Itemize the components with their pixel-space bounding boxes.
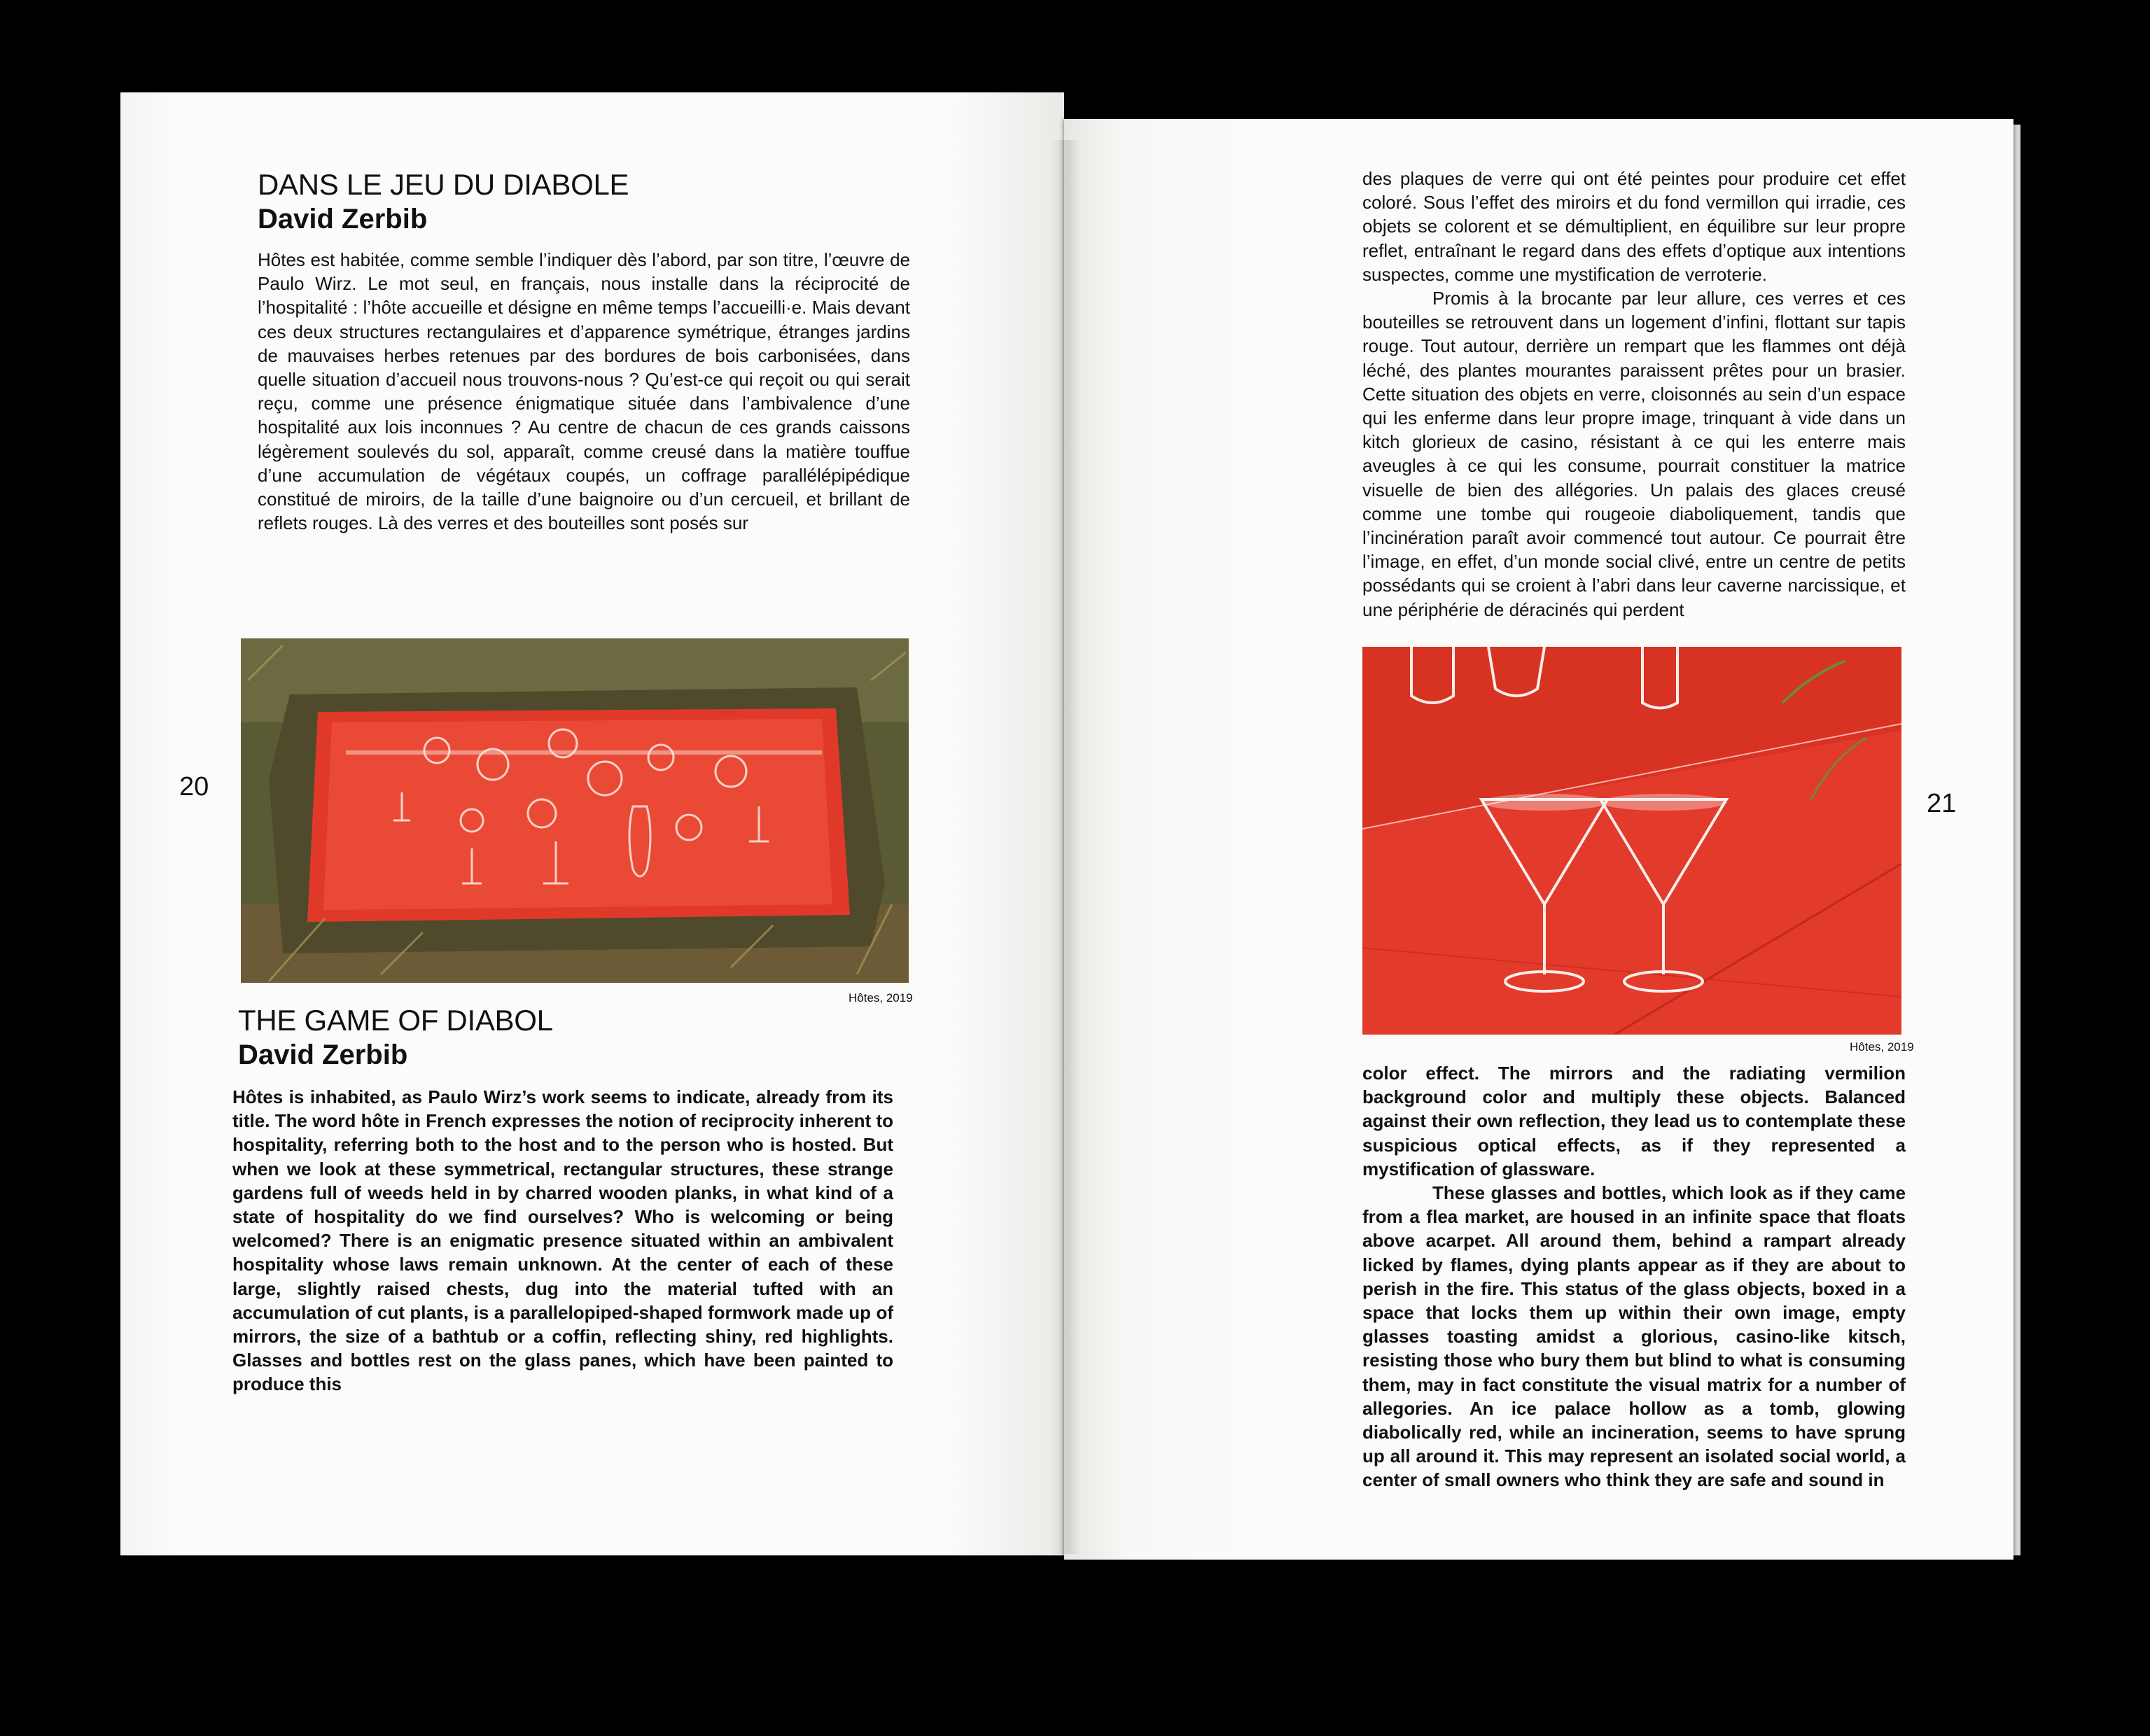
body-paragraph: These glasses and bottles, which look as if they came from a flea market, are housed in an infinite space that floats above acarpet. All around them, behind a rampart already licked by flames, dying plants appear as if they are about to perish in the fire. This status of the glass objects, boxed in a space that locks them up within their own image, empty glasses toasting amidst a glorious, casino-like kitsch, resisting those who bury them but blind to what is consuming them, may in fact constitute the visual matrix for a number of allegories. An ice palace hollow as a tomb, glowing diabolically red, while an incineration, seems to have sprung up all around it. This may represent an isolated social world, a center of small owners who think they are safe and sound in xyxy=(1362,1182,1906,1491)
article-body-english xyxy=(232,1085,893,1396)
body-paragraph: des plaques de verre qui ont été peintes pour produire cet effet coloré. Sous l’effet des miroirs et du fond vermillon qui irradie, ces objets se colorent et se démultiplient, en équilibre sur leur propre reflet, entraînant le regard dans des effets d’optique aux intentions suspectes, comme une mystification de verroterie. xyxy=(1362,168,1906,285)
article-title-french: DANS LE JEU DU DIABOLE xyxy=(258,168,629,201)
body-paragraph: Promis à la brocante par leur allure, ces verres et ces bouteilles se retrouvent dans un logement d’infini, flottant sur tapis rouge. Tout autour, derrière un rempart que les flammes ont déjà léché, des plantes mourantes paraissent prêtes pour un brasier. Cette situation des objets en verre, cloisonnés au sein d’un espace qui les enferme dans leur propre image, trinquant à vide dans un kitch glorieux de casino, résistant à ce qui les enterre mais aveugles à ce qui les consume, pourrait constituer la matrice visuelle de bien des allégories. Un palais des glaces creusé comme une tombe qui rougeoie diaboliquement, tandis que l’incinération paraît avoir commencé tout autour. Ce pourrait être l’image, en effet, d’un monde social clivé, entre un centre de petits possédants qui se croient à l’abri dans leur caverne narcissique, et une périphérie de déracinés qui perdent xyxy=(1362,288,1906,620)
body-paragraph: Hôtes est habitée, comme semble l’indiquer dès l’abord, par son titre, l’œuvre de Paulo Wirz. Le mot seul, en français, nous installe dans la réciprocité de l’hospitalité : l’hôte accueille et désigne en même temps l’accueilli·e. Mais devant ces deux structures rectangulaires et d’apparence symétrique, étranges jardins de mauvaises herbes retenues par des bordures de bois carbonisées, dans quelle situation d’accueil nous trouvons-nous ? Qu’est-ce qui reçoit ou qui serait reçu, comme une présence énigmatique située dans l’ambivalence d’une hospitalité aux lois inconnues ? Au centre de chacun de ces grands caissons légèrement soulevés du sol, apparaît, comme creusé dans la matière touffue d’une accumulation de végétaux coupés, un coffrage parallélépipédique constitué de miroirs, de la taille d’une baignoire ou d’un cercueil, et brillant de reflets rouges. Là des verres et des bouteilles sont posés sur xyxy=(258,249,910,534)
body-paragraph: Hôtes is inhabited, as Paulo Wirz’s work seems to indicate, already from its title. The word hôte in French expresses the notion of reciprocity inherent to hospitality, referring both to the host and to the person who is hosted. But when we look at these symmetrical, rectangular structures, these strange gardens full of weeds held in by charred wooden planks, in what kind of a state of hospitality do we find ourselves? Who is welcoming or being welcomed? There is an enigmatic presence situated within an ambivalent hospitality whose laws remain unknown. At the center of each of these large, slightly raised chests, dug into the material tufted with an accumulation of cut plants, is a parallelopiped-shaped formwork made up of mirrors, the size of a bathtub or a coffin, reflecting shiny, red highlights. Glasses and bottles rest on the glass panes, which have been painted to produce this xyxy=(232,1086,893,1395)
artwork-photo-mirror-bed xyxy=(241,638,909,983)
artwork-photo-glasses xyxy=(1362,647,1901,1035)
left-page xyxy=(120,92,1064,1555)
article-author-french: David Zerbib xyxy=(258,204,428,234)
article-body-french-continued xyxy=(1362,167,1906,622)
right-page xyxy=(1064,119,2013,1560)
article-body-english-continued xyxy=(1362,1061,1906,1492)
article-author-english: David Zerbib xyxy=(238,1040,408,1070)
book-gutter-shadow xyxy=(1050,140,1081,1554)
article-body-french xyxy=(258,248,910,535)
body-paragraph: color effect. The mirrors and the radiating vermilion background color and multiply these objects. Balanced against their own reflection, they lead us to contemplate these suspicious optical effects, as if they represented a mystification of glassware. xyxy=(1362,1063,1906,1180)
article-title-english: THE GAME OF DIABOL xyxy=(238,1004,553,1037)
page-number-left: 20 xyxy=(179,772,209,802)
photo-caption: Hôtes, 2019 xyxy=(1850,1040,1914,1054)
photo-caption: Hôtes, 2019 xyxy=(849,991,913,1004)
page-number-right: 21 xyxy=(1927,789,1957,818)
